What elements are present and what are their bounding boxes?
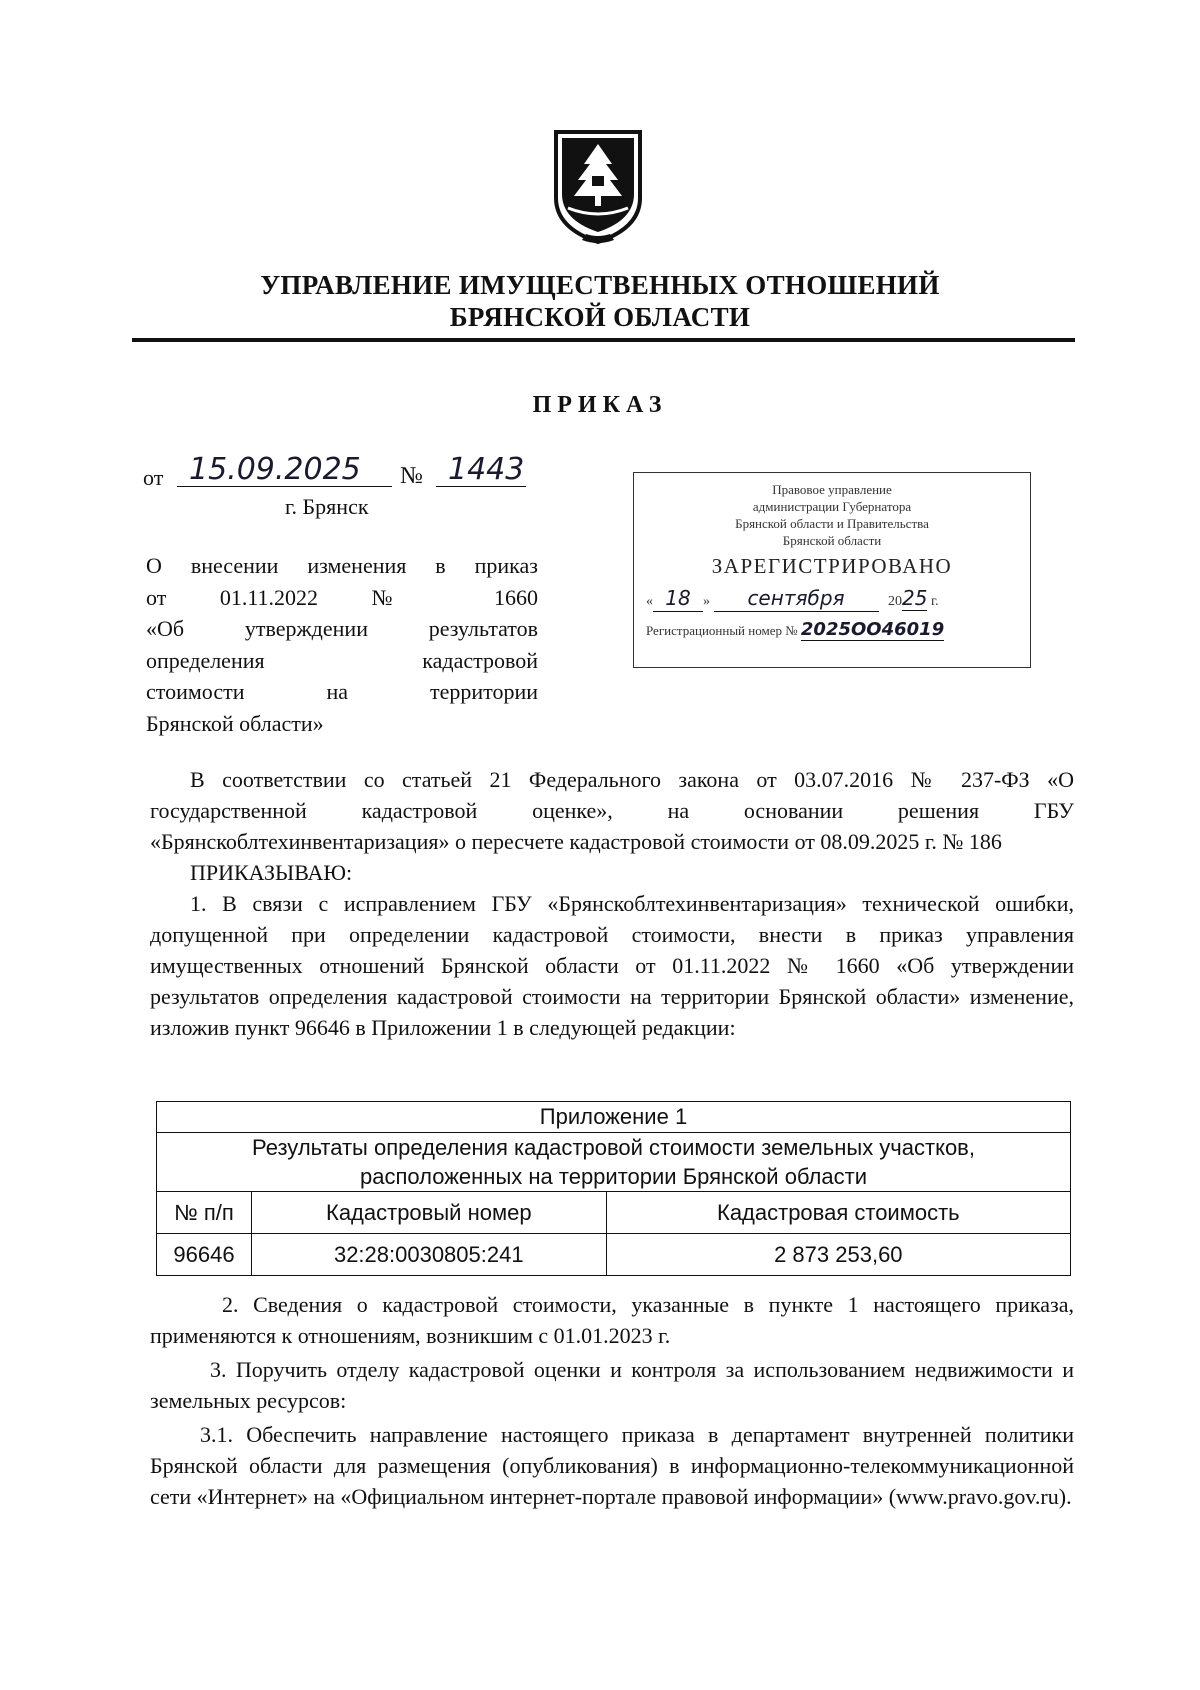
column-header: № п/п (157, 1192, 252, 1234)
stamp-month: сентября (714, 585, 879, 612)
stamp-line2: администрации Губернатора (752, 499, 912, 514)
item-3-1-paragraph: 3.1. Обеспечить направление настоящего приказа в департамент внутренней политики Брянской области для размещения (опубликования) в информационно-телекоммуникационной сети «Интернет» на «Официальном интернет-портале правовой информации» (www.pravo.gov.ru). (150, 1422, 1074, 1509)
item-3-paragraph: 3. Поручить отделу кадастровой оценки и контроля за использованием недвижимости и земельных ресурсов: (150, 1357, 1074, 1413)
stamp-date-row: « 18 » сентября 2025 г. (646, 586, 939, 610)
column-header: Кадастровый номер (251, 1192, 606, 1234)
stamp-reg-label: Регистрационный номер № (646, 623, 798, 638)
stamp-line3: Брянской области и Правительства (735, 516, 929, 531)
item-1-paragraph: 1. В связи с исправлением ГБУ «Брянскоблтехинвентаризация» технической ошибки, допущенной при определении кадастровой стоимости, внести в приказ управления имущественных отношений Брянской области от 01.11.2022 № 1660 «Об утверждении результатов определения кадастровой стоимости на территории Брянской области» изменение, изложив пункт 96646 в Приложении 1 в следующей редакции: (150, 891, 1074, 1040)
table-cell: 2 873 253,60 (606, 1234, 1070, 1276)
stamp-line4: Брянской области (782, 533, 882, 548)
date-label: от (143, 465, 164, 490)
stamp-reg-number: 2025ОО46019 (800, 619, 945, 640)
organization-name-line2: БРЯНСКОЙ ОБЛАСТИ (449, 302, 751, 332)
appendix-subtitle-line1: Результаты определения кадастровой стоимости земельных участков, (252, 1135, 975, 1160)
header-divider (132, 338, 1075, 342)
subject-line: стоимости на территории (146, 679, 538, 704)
subject-line: от 01.11.2022 № 1660 (146, 584, 538, 610)
order-body (150, 764, 1074, 1043)
number-label: № (400, 463, 423, 489)
stamp-year-suffix: 25 (902, 586, 928, 610)
order-number: 1443 (448, 452, 525, 487)
order-date: 15.09.2025 (189, 452, 361, 487)
stamp-status: ЗАРЕГИСТРИРОВАНО (711, 554, 953, 578)
table-title-row (157, 1102, 1071, 1133)
table-subtitle-row (157, 1133, 1071, 1192)
subject-line: «Об утверждении результатов (146, 616, 538, 641)
table-header-row (157, 1192, 1071, 1234)
appendix-table (156, 1101, 1071, 1276)
number-field (436, 452, 526, 487)
appendix-title: Приложение 1 (157, 1102, 1071, 1133)
order-subject (146, 550, 538, 739)
order-city: г. Брянск (285, 494, 369, 519)
registration-stamp (633, 472, 1031, 668)
subject-line: определения кадастровой (146, 647, 538, 673)
stamp-day: 18 (653, 585, 703, 612)
stamp-reg-row (646, 619, 1018, 640)
subject-line: О внесении изменения в приказ (146, 553, 538, 578)
stamp-year-prefix: 20 (888, 594, 902, 609)
table-row (157, 1234, 1071, 1276)
table-cell: 32:28:0030805:241 (251, 1234, 606, 1276)
document-title: ПРИКАЗ (532, 392, 668, 418)
date-field (177, 452, 392, 487)
order-body-continued (150, 1289, 1074, 1512)
appendix-subtitle-line2: расположенных на территории Брянской области (360, 1164, 867, 1189)
order-directive: ПРИКАЗЫВАЮ: (190, 860, 353, 885)
bryansk-coat-of-arms-icon (552, 128, 644, 246)
subject-line: Брянской области» (146, 710, 324, 736)
organization-name-line1: УПРАВЛЕНИЕ ИМУЩЕСТВЕННЫХ ОТНОШЕНИЙ (260, 270, 940, 300)
table-cell: 96646 (157, 1234, 252, 1276)
stamp-line1: Правовое управление (772, 482, 892, 497)
preamble-paragraph: В соответствии со статьей 21 Федерального закона от 03.07.2016 № 237-ФЗ «О государственной кадастровой оценке», на основании решения ГБУ «Брянскоблтехинвентаризация» о пересчете кадастровой стоимости от 08.09.2025 г. № 186 (150, 767, 1074, 854)
item-2-paragraph: 2. Сведения о кадастровой стоимости, указанные в пункте 1 настоящего приказа, применяются к отношениям, возникшим с 01.01.2023 г. (150, 1292, 1074, 1348)
stamp-year-unit: г. (930, 594, 939, 609)
column-header: Кадастровая стоимость (606, 1192, 1070, 1234)
